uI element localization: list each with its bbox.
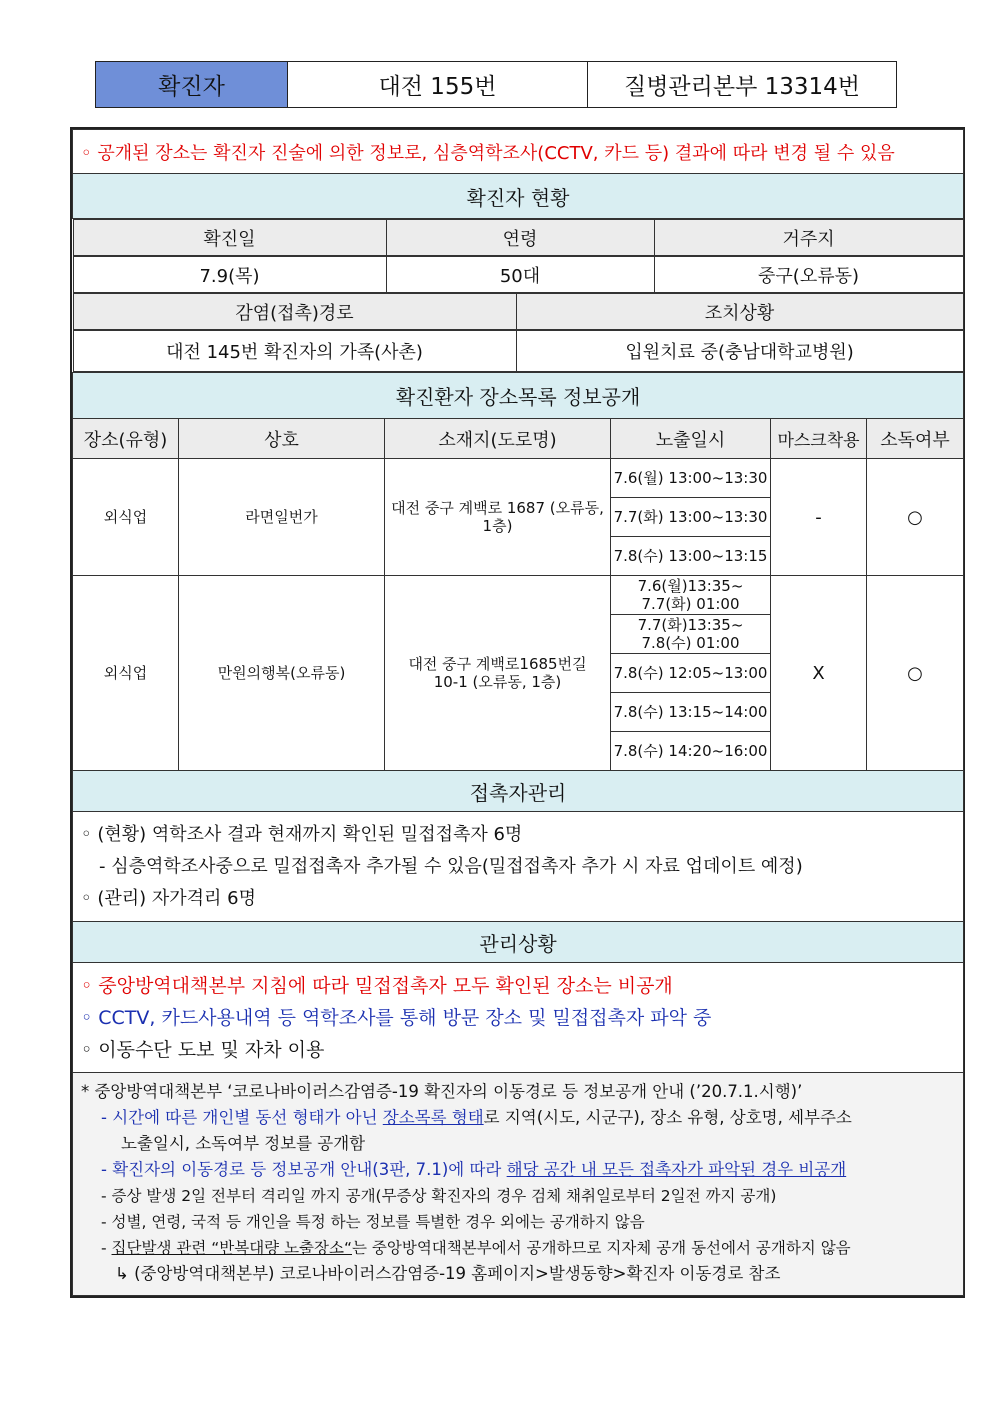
footnote-line-4: - 증상 발생 2일 전부터 격리일 까지 공개(무증상 확진자의 경우 검체 채취일로부터 2일전 까지 공개) [101,1187,777,1205]
age: 50대 [386,257,654,293]
col-header-disinfect: 소독여부 [867,419,964,459]
footnote-line-6b: 집단발생 관련 “반복대량 노출장소“ [111,1239,352,1257]
header-local-case: 대전 155번 [288,62,588,107]
place1-mask: - [771,459,867,576]
footnote-line-3b: 해당 공간 내 모든 접촉자가 파악된 경우 비공개 [506,1160,847,1179]
management-line-3: ◦ 이동수단 도보 및 자차 이용 [81,1038,325,1061]
residence-label: 거주지 [654,220,963,256]
footnote-line-2a: - 시간에 따른 개인별 동선 형태가 아닌 [101,1108,383,1127]
status-section-title: 확진자 현황 [73,174,964,219]
place1-address: 대전 중구 계백로 1687 (오류동, 1층) [385,459,611,576]
confirm-date-label: 확진일 [73,220,386,256]
age-label: 연령 [386,220,654,256]
col-header-name: 상호 [179,419,385,459]
place2-mask: X [771,576,867,771]
place2-disinfect: ○ [867,576,964,771]
contacts-line-2: - 심층역학조사중으로 밀접접촉자 추가될 수 있음(밀접접촉자 추가 시 자료 업데이트 예정) [99,855,803,877]
infection-route: 대전 145번 확진자의 가족(사촌) [73,331,516,372]
place1-disinfect: ○ [867,459,964,576]
col-header-exposure: 노출일시 [611,419,771,459]
place1-time-3: 7.8(수) 13:00~13:15 [611,537,771,576]
footnote-line-3 [81,1157,955,1183]
place1-time-1: 7.6(월) 13:00~13:30 [611,459,771,498]
management-section-title: 관리상황 [73,922,964,963]
place1-time-2: 7.7(화) 13:00~13:30 [611,498,771,537]
footnote-line-7: ↳ (중앙방역대책본부) 코로나바이러스감염증-19 홈페이지>발생동향>확진자 이동경로 참조 [115,1264,781,1283]
place2-time-1: 7.6(월)13:35~ 7.7(화) 01:00 [611,576,771,615]
management-line-2: ◦ CCTV, 카드사용내역 등 역학조사를 통해 방문 장소 및 밀접접촉자 파악 중 [81,1006,712,1029]
place1-name: 라면일번가 [179,459,385,576]
route-label: 감염(접촉)경로 [73,294,516,330]
header-label: 확진자 [96,62,288,107]
contacts-section-title: 접촉자관리 [73,771,964,812]
place2-address: 대전 중구 계백로1685번길 10-1 (오류동, 1층) [385,576,611,771]
main-table [70,127,965,1298]
footnote-line-5: - 성별, 연령, 국적 등 개인을 특정 하는 정보를 특별한 경우 외에는 공개하지 않음 [101,1213,645,1231]
place2-time-2: 7.7(화)13:35~ 7.8(수) 01:00 [611,615,771,654]
management-body [73,963,964,1073]
col-header-mask: 마스크착용 [771,419,867,459]
footnote-line-3a: - 확진자의 이동경로 등 정보공개 안내(3판, 7.1)에 따라 [101,1160,507,1179]
footnote-line-2d: 노출일시, 소독여부 정보를 공개함 [121,1134,366,1153]
contacts-line-1: ◦ (현황) 역학조사 결과 현재까지 확인된 밀접접촉자 6명 [81,823,523,845]
col-header-address: 소재지(도로명) [385,419,611,459]
footnote-line-2b: 장소목록 형태 [382,1108,484,1127]
place2-name: 만원의행복(오류동) [179,576,385,771]
place2-time-3: 7.8(수) 12:05~13:00 [611,654,771,693]
footnote-line-6c: 는 중앙방역대책본부에서 공개하므로 지자체 공개 동선에서 공개하지 않음 [352,1239,851,1257]
place2-type: 외식업 [73,576,179,771]
case-header [95,61,897,108]
col-header-type: 장소(유형) [73,419,179,459]
places-section-title: 확진환자 장소목록 정보공개 [73,373,964,419]
management-line-1: ◦ 중앙방역대책본부 지침에 따라 밀접접촉자 모두 확인된 장소는 비공개 [81,974,673,997]
header-kcdc-case: 질병관리본부 13314번 [623,74,860,100]
footnote-line-1: * 중앙방역대책본부 ‘코로나바이러스감염증-19 확진자의 이동경로 등 정보공개 안내 (’20.7.1.시행)’ [81,1082,803,1101]
residence: 중구(오류동) [654,257,963,293]
place2-time-4: 7.8(수) 13:15~14:00 [611,693,771,732]
place1-type: 외식업 [73,459,179,576]
footnote-line-6a: - [101,1239,112,1257]
confirm-date: 7.9(목) [73,257,386,293]
contacts-line-3: ◦ (관리) 자가격리 6명 [81,887,256,909]
footnote-line-2 [81,1105,955,1131]
place2-time-5: 7.8(수) 14:20~16:00 [611,732,771,771]
action-label: 조치상황 [516,294,963,330]
footnote-line-6 [81,1235,955,1261]
footnote-box [73,1073,964,1296]
action-status: 입원치료 중(충남대학교병원) [516,331,963,372]
contacts-body [73,812,964,922]
footnote-line-2c: 로 지역(시도, 시군구), 장소 유형, 상호명, 세부주소 [483,1108,852,1127]
disclosure-notice: ◦ 공개된 장소는 확진자 진술에 의한 정보로, 심층역학조사(CCTV, 카드 등) 결과에 따라 변경 될 수 있음 [73,130,964,174]
